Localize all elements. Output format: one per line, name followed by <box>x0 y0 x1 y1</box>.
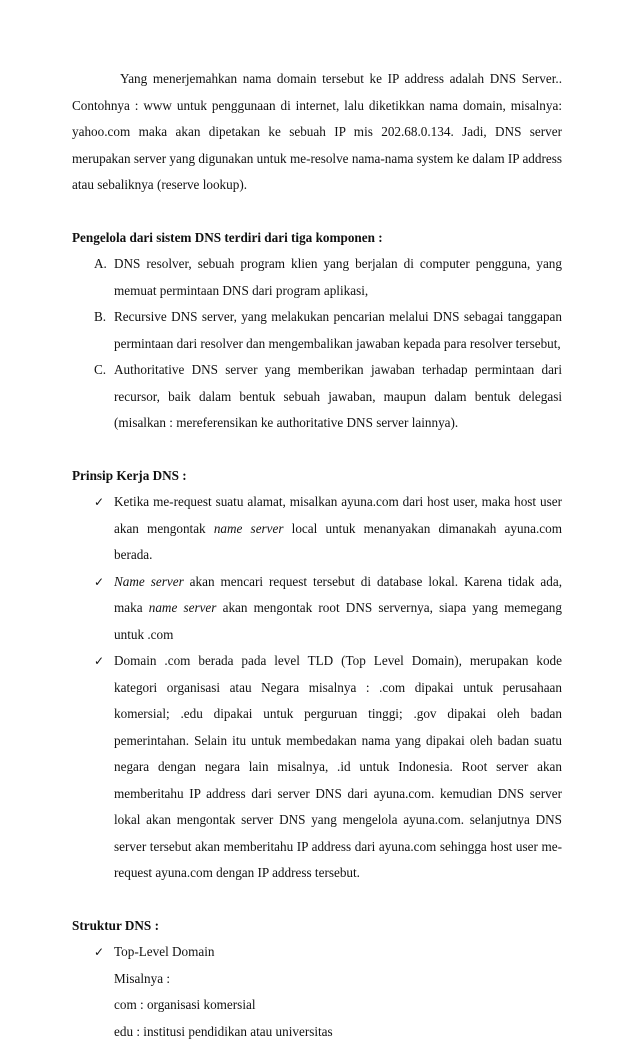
list-marker: B. <box>94 304 114 331</box>
text-run: Ketika me-request suatu alamat, misalkan ayuna.com dari host user, maka host user akan mengontak <box>114 494 562 536</box>
list-item <box>72 357 562 437</box>
document-body <box>72 66 562 1045</box>
list-item <box>72 569 562 649</box>
structure-line: edu : institusi pendidikan atau universitas <box>72 1019 562 1045</box>
list-marker: A. <box>94 251 114 278</box>
text-run: local untuk menanyakan dimanakah ayuna.com berada. <box>114 521 562 563</box>
structure-line: com : organisasi komersial <box>72 992 562 1019</box>
text-run: Domain .com berada pada level TLD (Top Level Domain), merupakan kode kategori organisasi atau Negara misalnya : .com dipakai untuk perusahaan komersial; .edu dipakai untuk perguruan tinggi; .gov dipakai oleh badan pemerintahan. Selain itu untuk membedakan nama yang dipakai oleh badan suatu negara dengan negara lain misalnya, .id untuk Indonesia. Root server akan memberitahu IP address dari server DNS dari ayuna.com. kemudian DNS server lokal akan mengontak server DNS yang mengelola ayuna.com. selanjutnya DNS server tersebut akan memberitahu IP address dari ayuna.com sehingga host user me-request ayuna.com dengan IP address tersebut. <box>114 653 562 880</box>
text-run: Top-Level Domain <box>114 944 215 959</box>
structure-list <box>72 939 562 966</box>
text-run: akan mengontak root DNS servernya, siapa yang memegang untuk .com <box>114 600 562 642</box>
principles-heading: Prinsip Kerja DNS : <box>72 463 562 490</box>
components-heading: Pengelola dari sistem DNS terdiri dari tiga komponen : <box>72 225 562 252</box>
list-item <box>72 489 562 569</box>
check-icon: ✓ <box>94 648 110 675</box>
text-run: akan mencari request tersebut di database lokal. Karena tidak ada, maka <box>114 574 562 616</box>
list-item <box>72 648 562 887</box>
list-item <box>72 251 562 304</box>
list-item <box>72 939 562 966</box>
check-icon: ✓ <box>94 569 110 596</box>
list-item-text: DNS resolver, sebuah program klien yang berjalan di computer pengguna, yang memuat permintaan DNS dari program aplikasi, <box>114 256 562 298</box>
structure-heading: Struktur DNS : <box>72 913 562 940</box>
check-icon: ✓ <box>94 939 110 966</box>
principles-list <box>72 489 562 887</box>
intro-paragraph: Yang menerjemahkan nama domain tersebut ke IP address adalah DNS Server.. Contohnya : www untuk penggunaan di internet, lalu diketikkan nama domain, misalnya: yahoo.com maka akan dipetakan ke sebuah IP mis 202.68.0.134. Jadi, DNS server merupakan server yang digunakan untuk me-resolve nama-nama system ke dalam IP address atau sebaliknya (reserve lookup). <box>72 66 562 199</box>
components-list <box>72 251 562 437</box>
structure-line: Misalnya : <box>72 966 562 993</box>
list-item <box>72 304 562 357</box>
list-item-text: Recursive DNS server, yang melakukan pencarian melalui DNS sebagai tanggapan permintaan dari resolver dan mengembalikan jawaban kepada para resolver tersebut, <box>114 309 562 351</box>
list-item-text: Authoritative DNS server yang memberikan jawaban terhadap permintaan dari recursor, baik dalam bentuk sebuah jawaban, maupun dalam bentuk delegasi (misalkan : mereferensikan ke authoritative DNS server lainnya). <box>114 362 562 430</box>
italic-term: name server <box>214 521 284 536</box>
list-marker: C. <box>94 357 114 384</box>
check-icon: ✓ <box>94 489 110 516</box>
italic-term: name server <box>149 600 217 615</box>
italic-term: Name server <box>114 574 184 589</box>
